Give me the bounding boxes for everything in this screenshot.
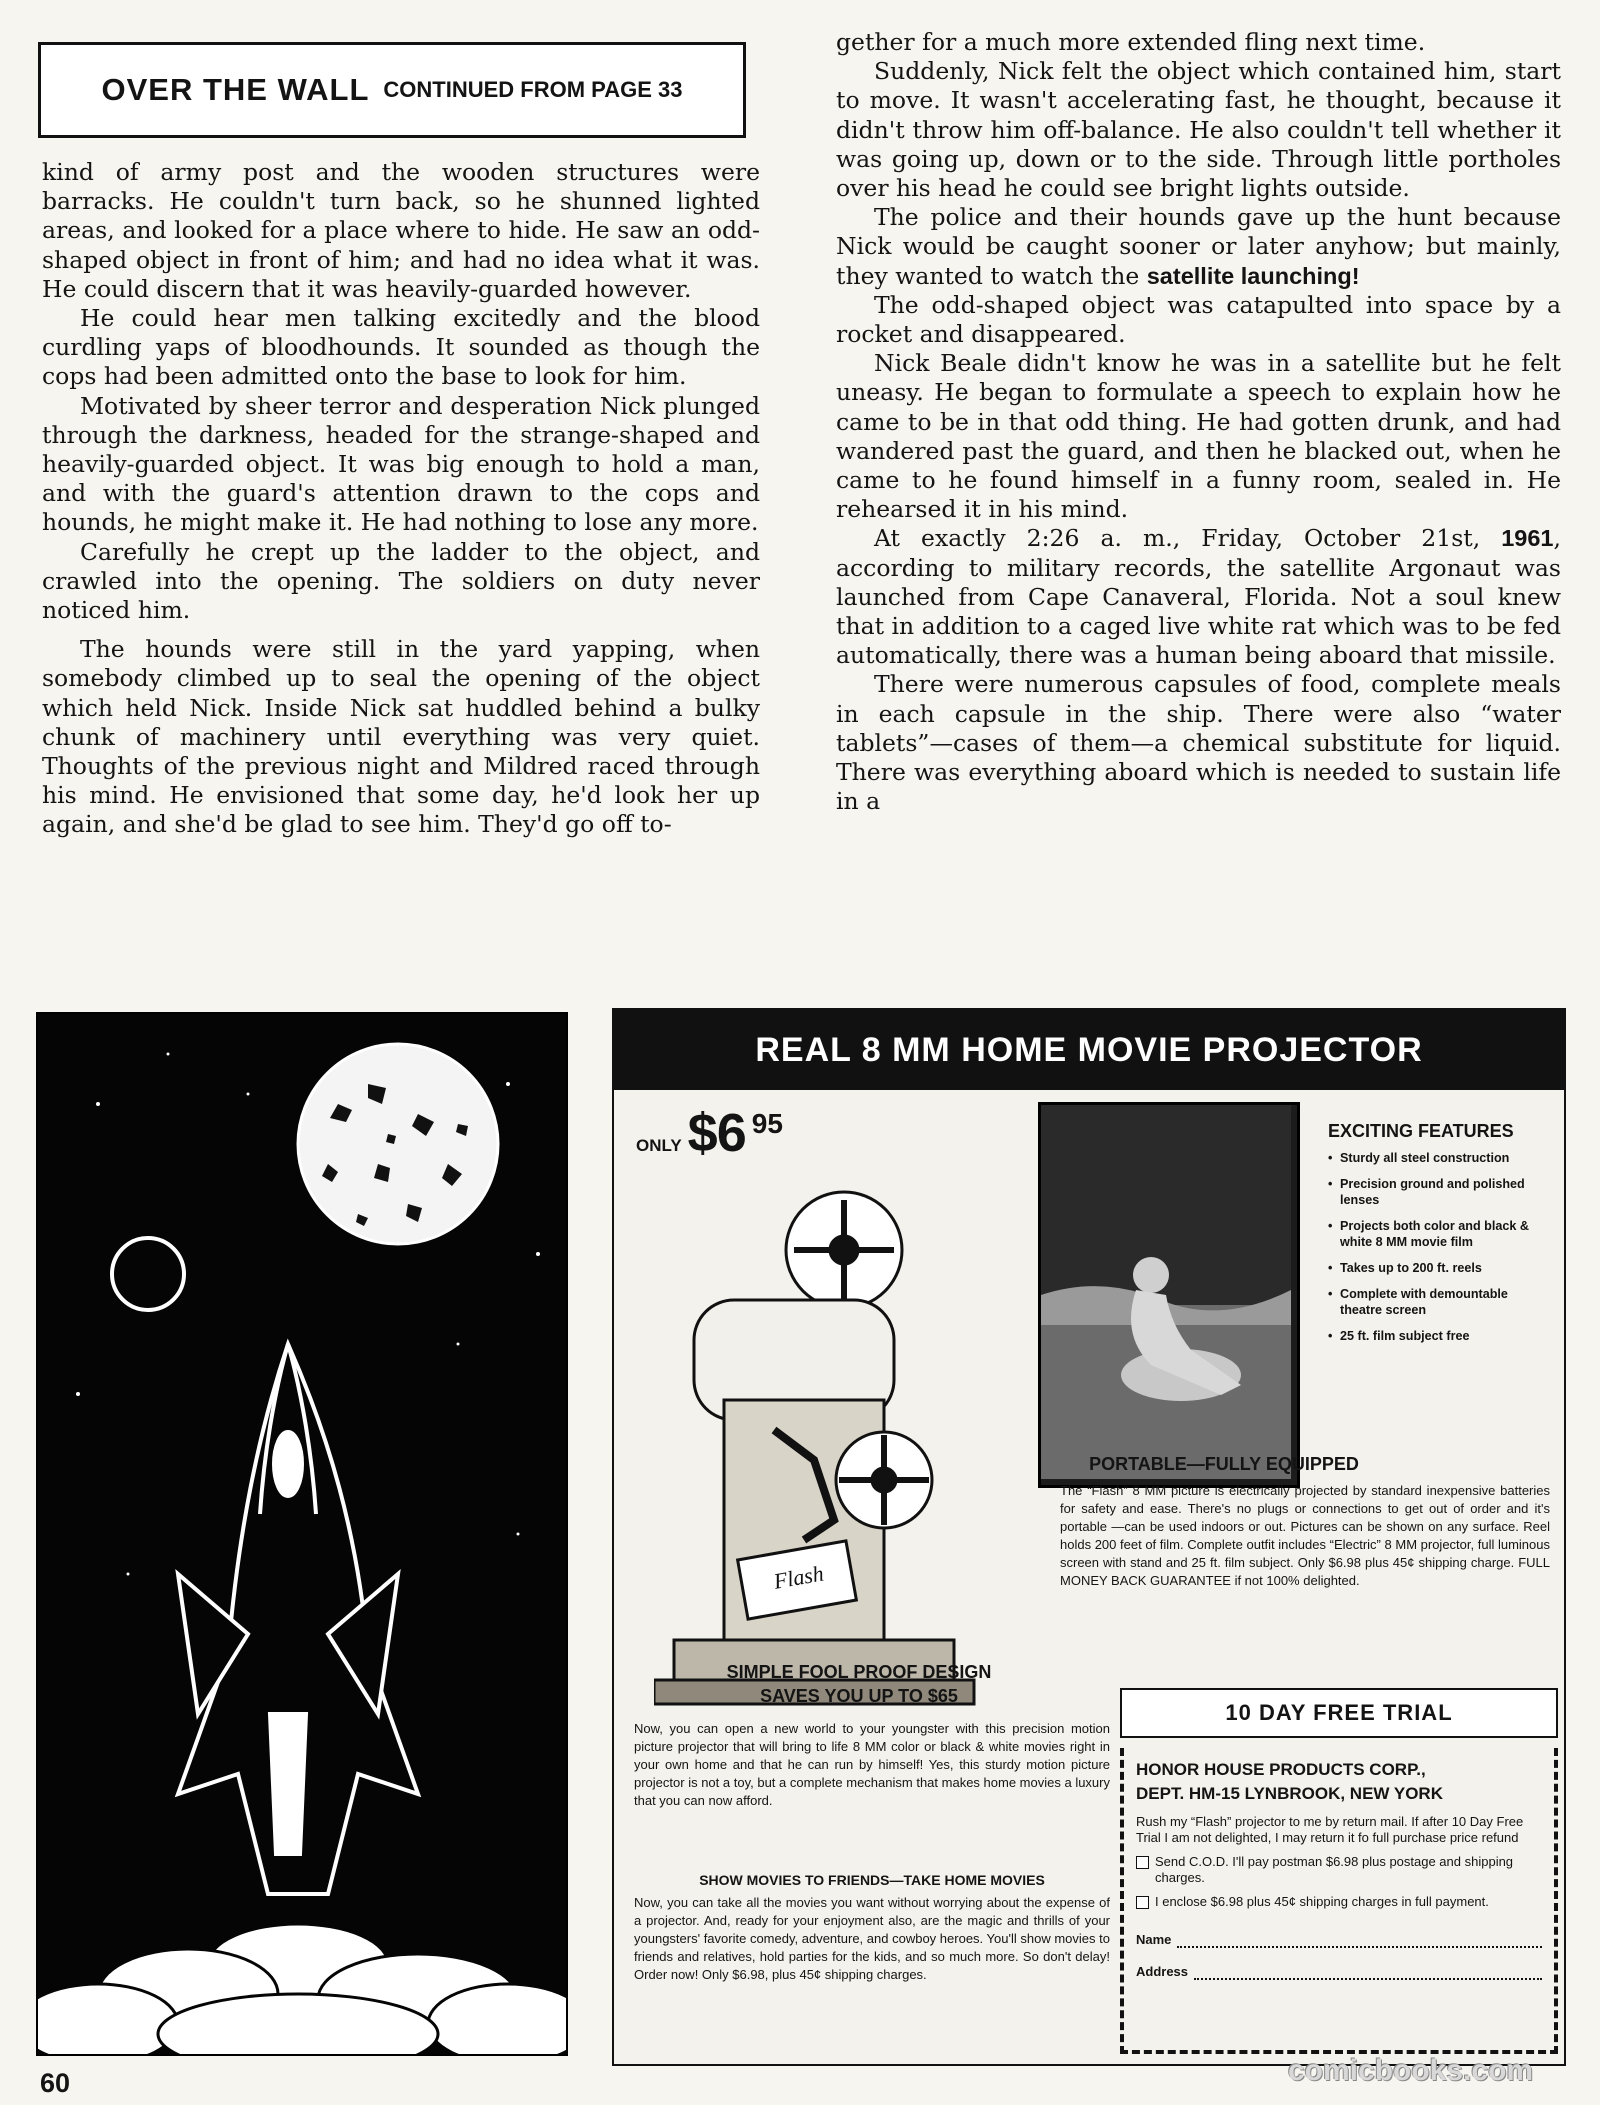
story-column-right (836, 28, 1561, 816)
story-paragraph: The odd-shaped object was catapulted into space by a rocket and disappeared. (836, 290, 1561, 349)
enclose-option[interactable] (1136, 1894, 1542, 1910)
screen-photo (1038, 1102, 1300, 1488)
price-label: ONLY (636, 1136, 682, 1155)
order-coupon[interactable] (1120, 1688, 1558, 2058)
feature-item: • Precision ground and polished lenses (1328, 1176, 1553, 1208)
watermark: comicbooks.com (1288, 2054, 1534, 2087)
name-field[interactable] (1136, 1932, 1542, 1948)
page-number: 60 (40, 2068, 71, 2098)
cod-option[interactable] (1136, 1854, 1542, 1886)
portable-heading: PORTABLE—FULLY EQUIPPED (1089, 1454, 1359, 1474)
feature-item: • Sturdy all steel construction (1328, 1150, 1553, 1166)
continued-from-label: CONTINUED FROM PAGE 33 (383, 77, 683, 102)
story-paragraph: gether for a much more extended fling next time. (836, 28, 1426, 56)
story-paragraph: Carefully he crept up the ladder to the object, and crawled into the opening. The soldiers on duty never noticed him. (42, 537, 760, 625)
projector-icon (654, 1180, 984, 1710)
story-paragraph (836, 203, 1561, 291)
story-emphasis: satellite launching! (1146, 262, 1360, 289)
enclose-option-label: I enclose $6.98 plus 45¢ shipping charges in full payment. (1155, 1894, 1489, 1909)
address-input-line[interactable] (1194, 1964, 1542, 1980)
cod-checkbox[interactable] (1136, 1856, 1149, 1869)
cod-option-label: Send C.O.D. I'll pay postman $6.98 plus postage and shipping charges. (1155, 1854, 1514, 1885)
feature-item: • Takes up to 200 ft. reels (1328, 1260, 1553, 1276)
story-paragraph: Suddenly, Nick felt the object which contained him, start to move. It wasn't accelerating fast, he thought, because it didn't throw him off-balance. He also couldn't tell whether it was going up, down or to the side. Through little portholes over his head he could see bright lights outside. (836, 57, 1561, 203)
feature-item: • Projects both color and black & white 8 MM movie film (1328, 1218, 1553, 1250)
story-paragraph: He could hear men talking excitedly and the blood curdling yaps of bloodhounds. It sounded as though the cops had been admitted onto the base to look for him. (42, 304, 760, 391)
design-heading (704, 1660, 1014, 1708)
projector-advertisement (612, 1008, 1566, 2066)
design-heading-line1: SIMPLE FOOL PROOF DESIGN (726, 1662, 992, 1682)
order-request-text: Rush my “Flash” projector to me by return mail. If after 10 Day Free Trial I am not delighted, I may return it fo full purchase price refund (1136, 1814, 1524, 1845)
story-paragraph: There were numerous capsules of food, complete meals in each capsule in the ship. There were also “water tablets”—cases of them—a chemical substitute for liquid. There was everything aboard which is needed to sustain life in a (836, 670, 1561, 816)
story-text: The police and their hounds gave up the hunt because Nick would be caught sooner or later anyhow; but mainly, they wanted to watch the (836, 203, 1561, 290)
company-name: HONOR HOUSE PRODUCTS CORP., (1136, 1760, 1426, 1779)
feature-item: • Complete with demountable theatre screen (1328, 1286, 1553, 1318)
story-column-left (42, 158, 760, 840)
design-text: Now, you can open a new world to your youngster with this precision motion picture projector that will bring to life 8 MM color or black & white movies right in your own home and that he can run by himself! Yes, this sturdy motion picture projector is not a toy, but a complete mechanism that makes home movies a luxury that you can now afford. (634, 1721, 1110, 1808)
design-heading-line2: SAVES YOU UP TO $65 (760, 1686, 958, 1706)
address-label: Address (1136, 1964, 1189, 1979)
company-dept-address: DEPT. HM-15 LYNBROOK, NEW YORK (1136, 1784, 1443, 1803)
story-paragraph: Motivated by sheer terror and desperation Nick plunged through the darkness, headed for the strange-shaped and heavily-guarded object. It was big enough to hold a man, and with the guard's attention drawn to the cops and hounds, he might make it. He had nothing to lose any more. (42, 391, 760, 537)
feature-item: • 25 ft. film subject free (1328, 1328, 1553, 1344)
address-field[interactable] (1136, 1964, 1542, 1980)
story-title: OVER THE WALL (101, 72, 370, 107)
features-box (1328, 1120, 1553, 1354)
rocket-illustration (36, 1012, 568, 2056)
free-trial-title: 10 DAY FREE TRIAL (1120, 1688, 1558, 1738)
features-list (1328, 1150, 1553, 1344)
movie-still-icon (1041, 1105, 1291, 1479)
price-cents: 95 (751, 1108, 783, 1139)
show-movies-text: Now, you can take all the movies you want without worrying about the expense of a projector. And, ready for your enjoyment also, are the magic and thrills of your youngsters' favorite comedy, adventure, and cowboy heroes. You'll show movies to friends and relatives, hold parties for the kids, and so much more. So don't delay! Order now! Only $6.98, plus 45¢ shipping charges. (634, 1895, 1110, 1982)
story-emphasis: 1961 (1501, 525, 1554, 552)
name-input-line[interactable] (1177, 1932, 1542, 1948)
portable-text: The “Flash” 8 MM picture is electrically projected by standard inexpensive batteries for safety and ease. There's no plugs or connections to get out of order and it's portable —can be used indoors or out. Pictures can be shown on any surface. Reel holds 200 feet of film. Complete outfit includes “Electric” 8 MM projector, full luminous screen with stand and 25 ft. film subject. Only $6.98 plus 45¢ shipping charge. FULL MONEY BACK GUARANTEE if not 100% delighted. (1060, 1483, 1550, 1588)
show-movies-heading: SHOW MOVIES TO FRIENDS—TAKE HOME MOVIES (699, 1872, 1045, 1888)
rocket-scene-icon (38, 1014, 566, 2054)
price-dollars: $6 (687, 1103, 746, 1163)
story-paragraph: The hounds were still in the yard yapping, when somebody climbed up to seal the opening of the object which held Nick. Inside Nick sat huddled behind a bulky chunk of machinery until everything was very quiet. Thoughts of the previous night and Mildred raced through his mind. He envisioned that some day, he'd look her up again, and she'd be glad to see him. They'd go off to- (42, 635, 760, 839)
story-text: , according to military records, the satellite Argonaut was launched from Cape Canaveral, Florida. Not a soul knew that in addition to a caged live white rat which was to be fed automatically, there was a human being aboard that missile. (836, 524, 1561, 670)
story-paragraph: Nick Beale didn't know he was in a satellite but he felt uneasy. He began to formulate a speech to explain how he came to be in that odd thing. He had gotten drunk, and had wandered past the guard, and then he blacked out, when he came to he found himself in a funny room, sealed in. He rehearsed it in his mind. (836, 349, 1561, 524)
story-header (38, 42, 746, 138)
ad-price (636, 1102, 783, 1164)
story-paragraph (836, 524, 1561, 670)
coupon-body (1120, 1748, 1558, 2054)
ad-headline: REAL 8 MM HOME MOVIE PROJECTOR (614, 1010, 1564, 1090)
name-label: Name (1136, 1932, 1172, 1947)
story-paragraph: kind of army post and the wooden structures were barracks. He couldn't turn back, so he shunned lighted areas, and looked for a place where to hide. He saw an odd-shaped object in front of him; and had no idea what it was. He could discern that it was heavily-guarded however. (42, 158, 760, 303)
story-text: At exactly 2:26 a. m., Friday, October 21st, (874, 524, 1481, 553)
enclose-checkbox[interactable] (1136, 1896, 1149, 1909)
features-title: EXCITING FEATURES (1328, 1121, 1514, 1141)
projector-brand-label: Flash (771, 1560, 826, 1594)
